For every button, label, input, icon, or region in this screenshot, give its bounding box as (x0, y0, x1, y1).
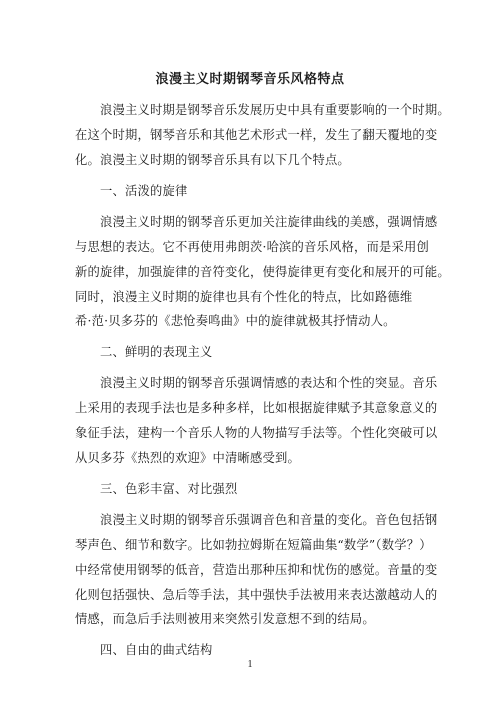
page-number: 1 (247, 659, 253, 670)
paragraph-line: 浪漫主义时期的钢琴音乐强调音色和音量的变化。音色包括钢 (100, 513, 438, 527)
paragraph-line: 上采用的表现手法也是多种多样，比如根据旋律赋予其意象意义的 (75, 401, 438, 415)
paragraph-line: 新的旋律，加强旋律的音符变化，使得旋律更有变化和展开的可能。 (75, 265, 450, 279)
paragraph-line: 化。浪漫主义时期的钢琴音乐具有以下几个特点。 (75, 153, 350, 167)
paragraph-line: 浪漫主义时期的钢琴音乐强调情感的表达和个性的突显。音乐 (100, 376, 438, 390)
paragraph-line: 希·范·贝多芬的《悲怆奏鸣曲》中的旋律就极其抒情动人。 (75, 314, 396, 328)
paragraph-line: 中经常使用钢琴的低音，营造出那种压抑和忧伤的感觉。音量的变 (75, 563, 438, 577)
paragraph-line: 从贝多芬《热烈的欢迎》中清晰感受到。 (75, 451, 300, 465)
document-title: 浪漫主义时期钢琴音乐风格特点 (155, 72, 345, 87)
paragraph-line: 浪漫主义时期是钢琴音乐发展历史中具有重要影响的一个时期。 (100, 103, 450, 117)
paragraph-line: 同时，浪漫主义时期的旋律也具有个性化的特点，比如路德维 (75, 290, 413, 304)
paragraph-line: 浪漫主义时期的钢琴音乐更加关注旋律曲线的美感，强调情感 (100, 215, 438, 229)
paragraph-line: 情感，而急后手法则被用来突然引发意想不到的结局。 (75, 612, 375, 626)
section-heading: 四、自由的曲式结构 (100, 643, 213, 657)
paragraph-line: 化则包括强快、急后等手法，其中强快手法被用来表达激越动人的 (75, 588, 438, 602)
paragraph-line: 与思想的表达。它不再使用弗朗茨·哈滨的音乐风格，而是采用创 (75, 240, 430, 254)
section-heading: 一、活泼的旋律 (100, 184, 188, 198)
paragraph-line: 琴声色、细节和数字。比如勃拉姆斯在短篇曲集“数学”（数学？） (75, 538, 432, 552)
paragraph-line: 在这个时期，钢琴音乐和其他艺术形式一样，发生了翻天覆地的变 (75, 128, 438, 142)
paragraph-line: 象征手法，建构一个音乐人物的人物描写手法等。个性化突破可以 (75, 426, 438, 440)
section-heading: 二、鲜明的表现主义 (100, 345, 213, 359)
section-heading: 三、色彩丰富、对比强烈 (100, 482, 238, 496)
